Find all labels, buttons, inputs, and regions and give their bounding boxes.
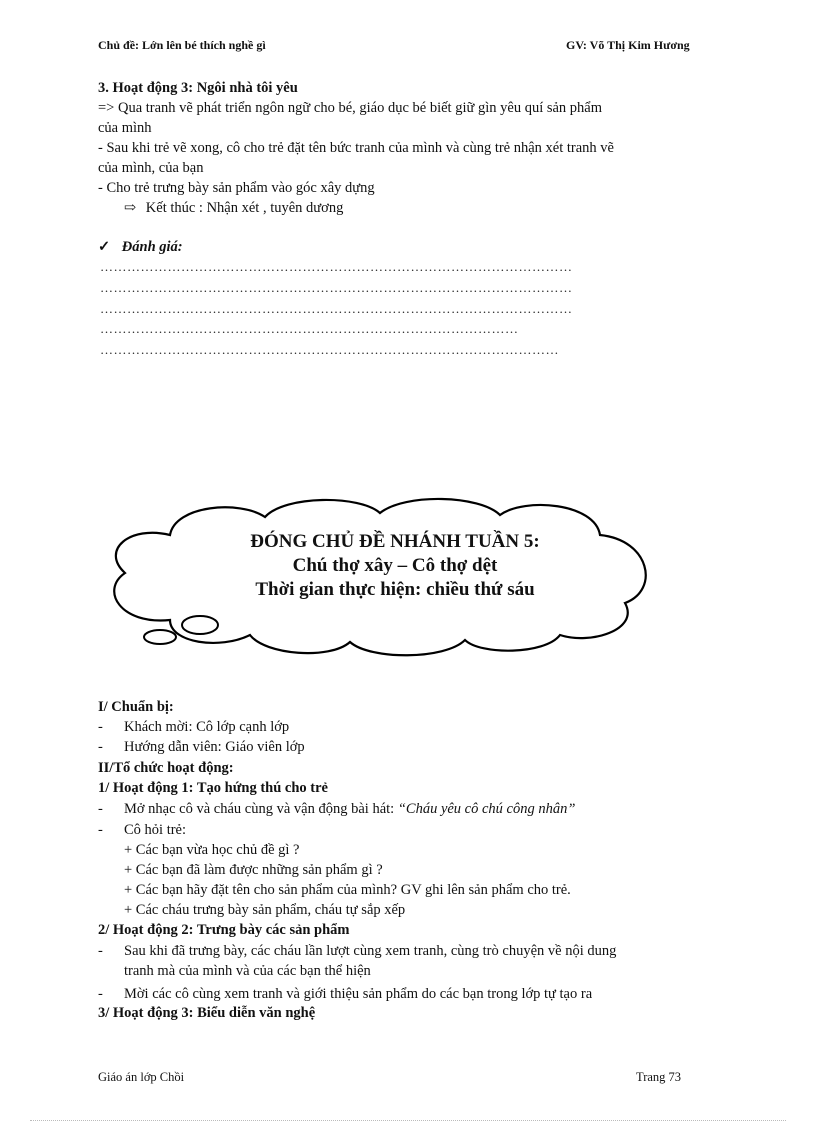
cloud-title: ĐÓNG CHỦ ĐỀ NHÁNH TUẦN 5: xyxy=(250,531,540,552)
list-item-continued: tranh mà của mình và của các bạn thể hiện xyxy=(124,963,371,979)
dotted-line: …………………………………………………………………………………………… xyxy=(100,280,573,295)
text-line: của mình, của bạn xyxy=(98,160,204,176)
activity2-title: 2/ Hoạt động 2: Trưng bày các sản phẩm xyxy=(98,922,350,938)
dotted-line: ………………………………………………………………………………… xyxy=(100,321,519,336)
cloud-subtitle: Chú thợ xây – Cô thợ dệt xyxy=(292,555,498,576)
question-item: + Các cháu trưng bày sản phẩm, cháu tự sắp xếp xyxy=(124,902,406,918)
text-line: => Qua tranh vẽ phát triển ngôn ngữ cho bé, giáo dục bé biết giữ gìn yêu quí sản phẩm xyxy=(98,100,603,116)
footer-page-number: Trang 73 xyxy=(636,1070,682,1084)
dotted-line: …………………………………………………………………………………………… xyxy=(100,259,573,274)
org-title: II/Tổ chức hoạt động: xyxy=(98,760,234,776)
evaluation-heading xyxy=(98,237,183,257)
list-item: - Mời các cô cùng xem tranh và giới thiệu sản phẩm do các bạn trong lớp tự tạo ra xyxy=(98,986,593,1002)
ending-text: Kết thúc : Nhận xét , tuyên dương xyxy=(145,200,344,216)
question-item: + Các bạn vừa học chủ đề gì ? xyxy=(124,842,300,858)
list-item: - Cô hỏi trẻ: xyxy=(98,822,187,838)
evaluation-label: Đánh giá: xyxy=(121,239,183,255)
dotted-line: ………………………………………………………………………………………… xyxy=(100,342,559,357)
list-item: - Mở nhạc cô và cháu cùng và vận động bài hát: “Cháu yêu cô chú công nhân” xyxy=(98,801,576,817)
footer-left: Giáo án lớp Chồi xyxy=(98,1070,185,1084)
header-teacher: GV: Võ Thị Kim Hương xyxy=(566,38,690,52)
question-item: + Các bạn hãy đặt tên cho sản phẩm của mình? GV ghi lên sản phẩm cho trẻ. xyxy=(124,882,571,898)
bottom-divider xyxy=(30,1120,786,1121)
question-item: + Các bạn đã làm được những sản phẩm gì ? xyxy=(124,862,383,878)
text-line: của mình xyxy=(98,120,152,136)
ending-line xyxy=(124,198,343,218)
dotted-line: …………………………………………………………………………………………… xyxy=(100,301,573,316)
text-line: - Sau khi trẻ vẽ xong, cô cho trẻ đặt tên bức tranh của mình và cùng trẻ nhận xét tranh vẽ xyxy=(98,140,614,156)
list-item: - Sau khi đã trưng bày, các cháu lần lượt cùng xem tranh, cùng trò chuyện về nội dung xyxy=(98,943,617,959)
cloud-time: Thời gian thực hiện: chiều thứ sáu xyxy=(255,579,535,600)
text-line: - Cho trẻ trưng bày sản phẩm vào góc xây dựng xyxy=(98,180,375,196)
section-top-title: 3. Hoạt động 3: Ngôi nhà tôi yêu xyxy=(98,80,298,96)
prep-title: I/ Chuẩn bị: xyxy=(98,699,174,715)
activity3-title: 3/ Hoạt động 3: Biểu diễn văn nghệ xyxy=(98,1005,316,1021)
list-item: - Hướng dẫn viên: Giáo viên lớp xyxy=(98,739,305,755)
arrow-right-icon: ⇨ xyxy=(124,200,137,216)
header-topic: Chủ đề: Lớn lên bé thích nghề gì xyxy=(98,38,266,52)
checkmark-icon: ✓ xyxy=(98,239,111,255)
activity1-title: 1/ Hoạt động 1: Tạo hứng thú cho trẻ xyxy=(98,780,328,796)
song-title: “Cháu yêu cô chú công nhân” xyxy=(397,801,576,817)
list-item: - Khách mời: Cô lớp cạnh lớp xyxy=(98,719,290,735)
